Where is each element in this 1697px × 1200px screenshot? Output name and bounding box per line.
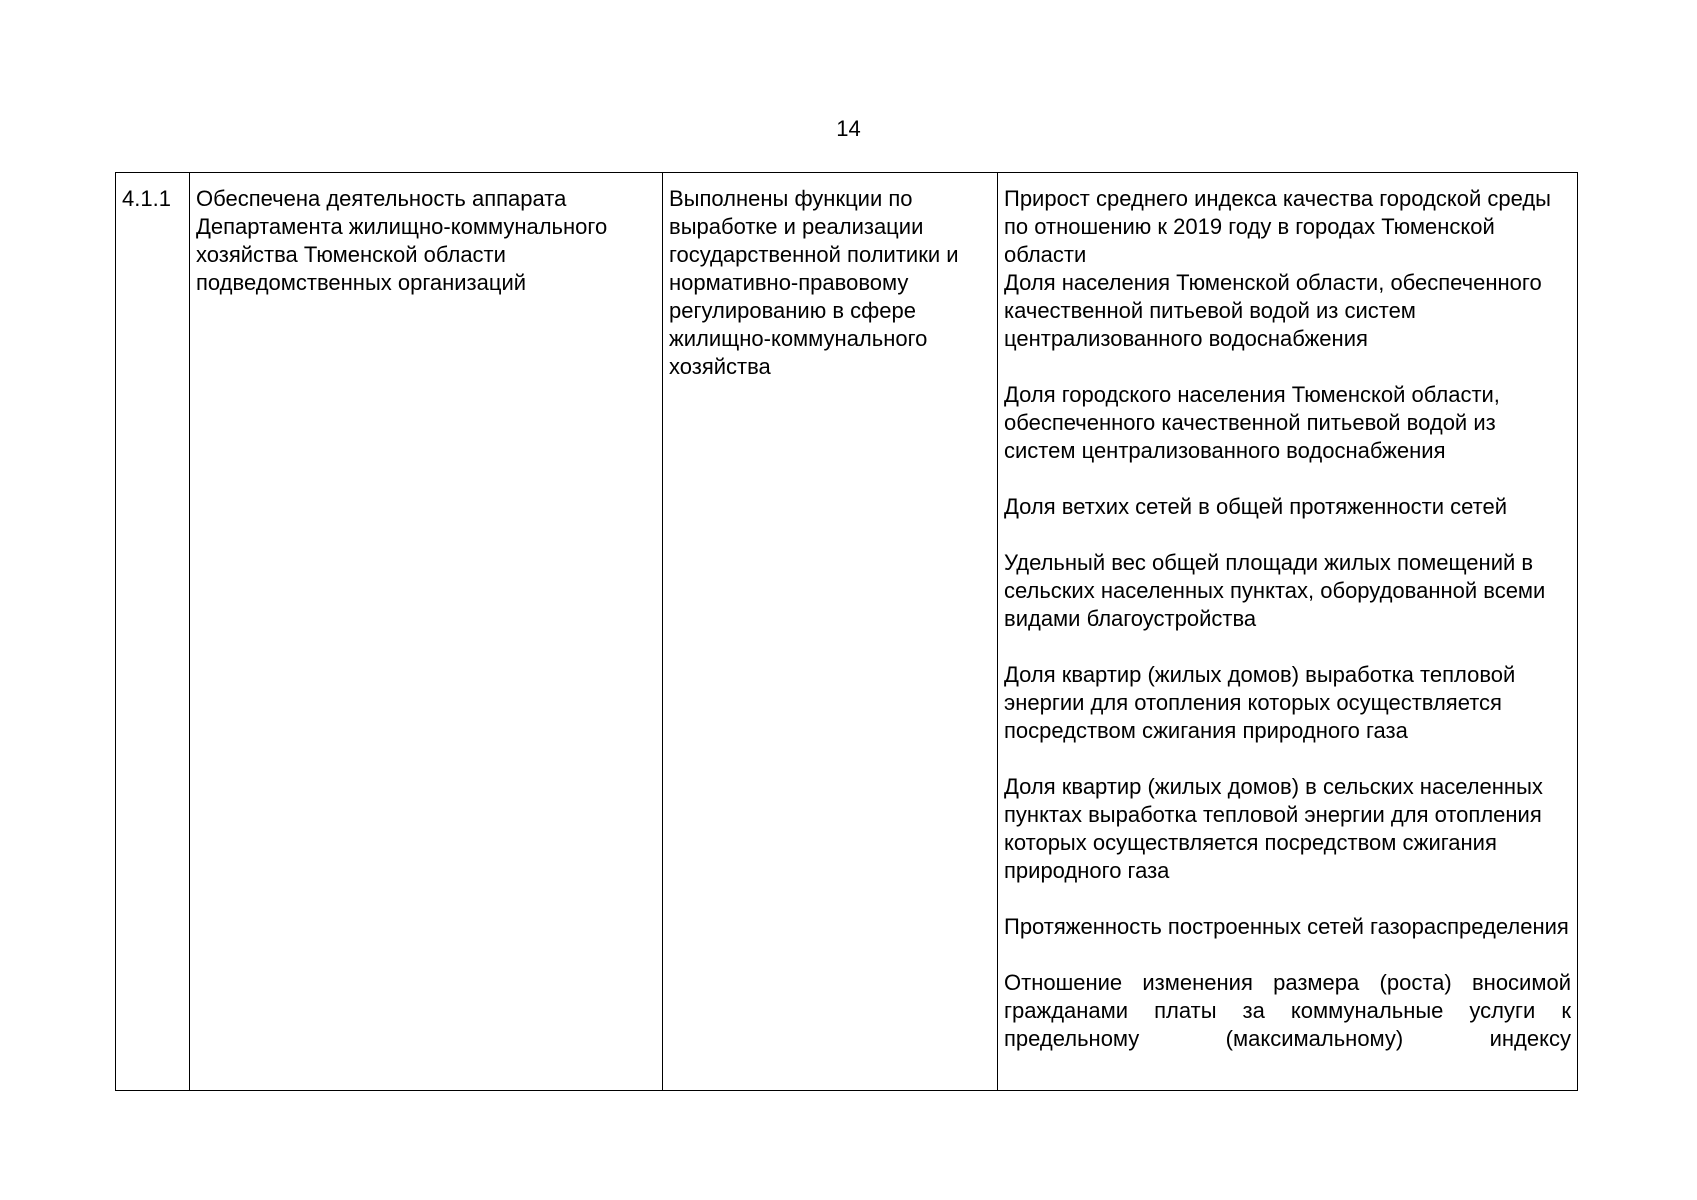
indicator-item: Доля населения Тюменской области, обеспеченного качественной питьевой водой из систем централизованного водоснабжения: [1004, 270, 1542, 351]
indicator-item: Доля ветхих сетей в общей протяженности сетей: [1004, 494, 1507, 519]
indicator-item: Отношение изменения размера (роста) вносимой гражданами платы за коммунальные услуги к предельному (максимальному) индексу: [1004, 970, 1571, 1051]
row-number-cell: [116, 173, 190, 1091]
page-number: 14: [836, 116, 861, 141]
table-row: [116, 173, 1578, 1091]
row-number: 4.1.1: [122, 186, 171, 211]
result-text: Выполнены функции по выработке и реализации государственной политики и нормативно-правовому регулированию в сфере жилищно-коммунального хозяйства: [669, 186, 959, 379]
measures-table: [115, 172, 1578, 1091]
indicator-item: Прирост среднего индекса качества городской среды по отношению к 2019 году в городах Тюменской области: [1004, 186, 1551, 267]
indicator-item: Доля квартир (жилых домов) в сельских населенных пунктах выработка тепловой энергии для отопления которых осуществляется посредством сжигания природного газа: [1004, 774, 1543, 883]
indicator-item: Доля квартир (жилых домов) выработка тепловой энергии для отопления которых осуществляется посредством сжигания природного газа: [1004, 662, 1516, 743]
indicator-item: Доля городского населения Тюменской области, обеспеченного качественной питьевой водой из систем централизованного водоснабжения: [1004, 382, 1500, 463]
indicator-item: Протяженность построенных сетей газораспределения: [1004, 914, 1569, 939]
event-text: Обеспечена деятельность аппарата Департамента жилищно-коммунального хозяйства Тюменской области подведомственных организаций: [196, 186, 608, 295]
indicators-cell: [998, 173, 1578, 1091]
event-cell: [190, 173, 663, 1091]
indicator-item: Удельный вес общей площади жилых помещений в сельских населенных пунктах, оборудованной всеми видами благоустройства: [1004, 550, 1546, 631]
result-cell: [663, 173, 998, 1091]
